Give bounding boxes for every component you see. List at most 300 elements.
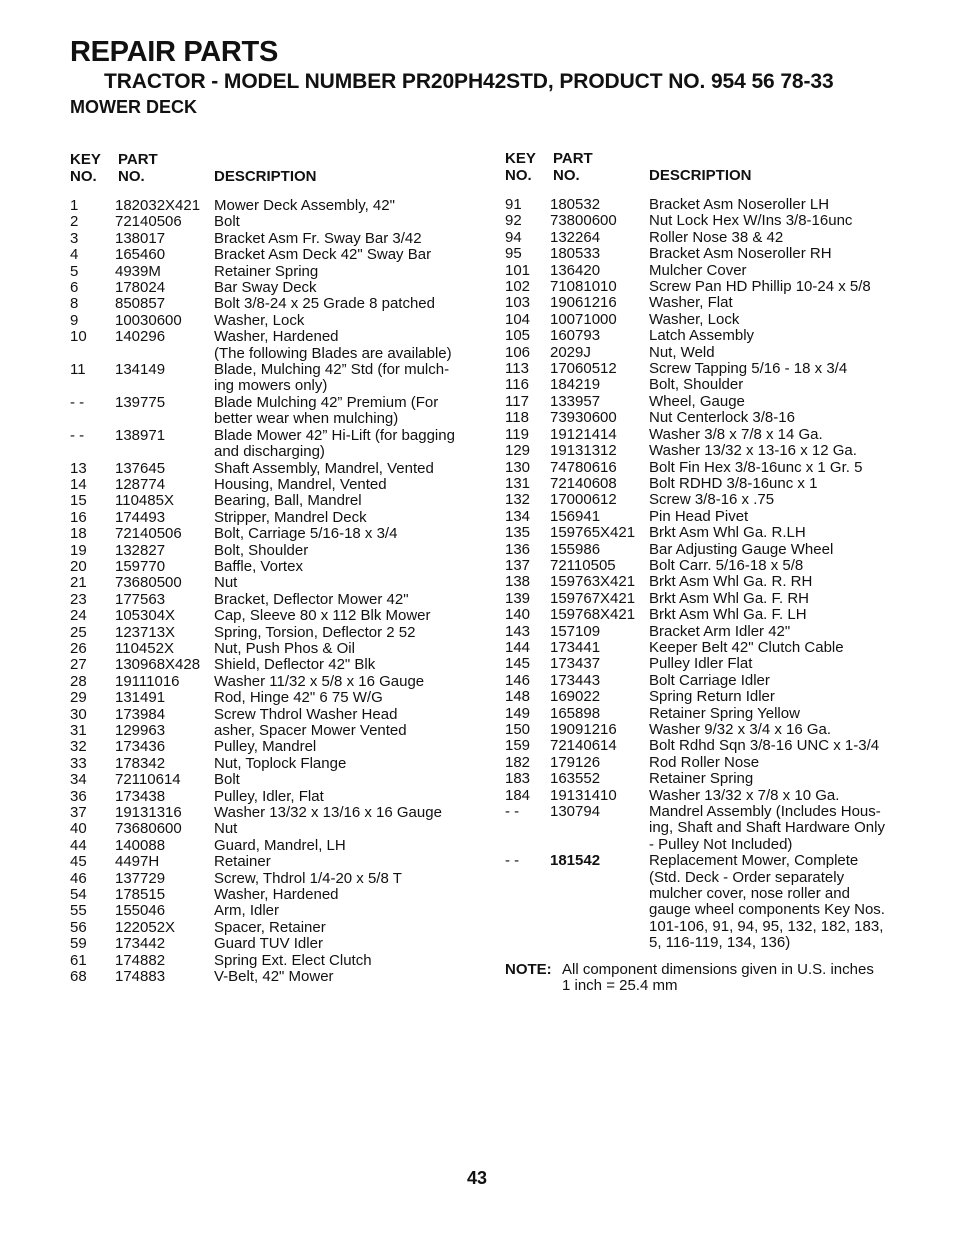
- table-row: [70, 690, 480, 706]
- part-number-cell: 10030600: [115, 311, 182, 329]
- table-row: [70, 198, 480, 214]
- description-cell: Washer 13/32 x 13/16 x 16 Gauge: [214, 804, 442, 822]
- table-row: [505, 771, 925, 787]
- description-cell: Bolt Carr. 5/16-18 x 5/8: [649, 556, 804, 574]
- description-cell: Washer, Lock: [649, 310, 740, 328]
- key-cell: 34: [70, 771, 87, 789]
- part-header-no: NO.: [118, 168, 145, 185]
- description-cell: Retainer Spring Yellow: [649, 704, 800, 722]
- part-number-cell: 159767X421: [550, 589, 636, 607]
- description-cell: Washer 9/32 x 3/4 x 16 Ga.: [649, 721, 832, 738]
- table-row: [505, 722, 925, 738]
- part-number-cell: 123713X: [115, 623, 176, 641]
- key-cell: 29: [70, 689, 87, 707]
- table-row: [505, 542, 925, 558]
- part-number-cell: 139775: [115, 393, 166, 411]
- description-cell: Shaft Assembly, Mandrel, Vented: [214, 459, 434, 477]
- page-number: 43: [466, 1168, 488, 1188]
- part-number-cell: 165898: [550, 704, 601, 722]
- table-row: [70, 296, 480, 312]
- key-cell: 31: [70, 722, 87, 739]
- description-cell: Bolt Fin Hex 3/8-16unc x 1 Gr. 5: [649, 458, 863, 476]
- part-number-cell: 173438: [115, 787, 166, 805]
- description-cell: Arm, Idler: [214, 902, 280, 920]
- part-number-cell: 155046: [115, 902, 166, 920]
- key-cell: 148: [505, 688, 531, 706]
- key-cell: 143: [505, 622, 531, 640]
- part-number-cell: 173436: [115, 738, 166, 756]
- description-cell: Bolt 3/8-24 x 25 Grade 8 patched: [214, 295, 435, 313]
- table-row: [70, 920, 480, 936]
- key-cell: 102: [505, 278, 531, 296]
- description-cell: Pin Head Pivet: [649, 507, 749, 525]
- key-cell: 136: [505, 540, 531, 558]
- description-cell: Washer 3/8 x 7/8 x 14 Ga.: [649, 425, 823, 443]
- key-cell: 134: [505, 507, 531, 525]
- description-cell: Brkt Asm Whl Ga. F. RH: [649, 589, 810, 607]
- part-number-cell: 72140506: [115, 525, 182, 543]
- part-number-cell: 137645: [115, 459, 166, 477]
- table-row: [70, 313, 480, 329]
- part-number-cell: 138971: [115, 426, 166, 444]
- key-cell: - -: [505, 803, 520, 821]
- description-cell: Washer, Lock: [214, 311, 305, 329]
- part-number-cell: 17000612: [550, 491, 617, 509]
- table-row: [70, 575, 480, 591]
- note-label: NOTE:: [505, 961, 552, 978]
- key-cell: 138: [505, 573, 531, 591]
- key-cell: 129: [505, 442, 531, 460]
- table-row: [70, 723, 480, 739]
- description-header: DESCRIPTION: [214, 168, 317, 185]
- key-cell: 19: [70, 541, 87, 559]
- table-row: [505, 394, 925, 410]
- part-header-no: NO.: [553, 167, 580, 184]
- part-number-cell: 134149: [115, 361, 166, 379]
- part-number-cell: 4939M: [115, 262, 161, 280]
- part-number-cell: 160793: [550, 327, 601, 345]
- table-header: [70, 151, 480, 185]
- table-row: [70, 526, 480, 542]
- key-cell: 20: [70, 557, 87, 575]
- table-row: [70, 543, 480, 559]
- key-cell: 54: [70, 886, 87, 904]
- table-row: [70, 608, 480, 624]
- table-row: [505, 607, 925, 623]
- part-number-cell: 137729: [115, 869, 166, 887]
- key-cell: 25: [70, 623, 87, 641]
- key-cell: 149: [505, 704, 531, 722]
- part-number-cell: 177563: [115, 590, 166, 608]
- description-cell: Latch Assembly: [649, 327, 755, 345]
- key-cell: 106: [505, 343, 531, 361]
- description-cell: Brkt Asm Whl Ga. F. LH: [649, 606, 807, 624]
- key-cell: 37: [70, 804, 87, 822]
- table-row: [505, 640, 925, 656]
- description-cell: Nut: [214, 820, 238, 838]
- key-cell: 144: [505, 638, 531, 656]
- table-row: [70, 231, 480, 247]
- key-cell: - -: [70, 393, 85, 411]
- table-row: [70, 592, 480, 608]
- part-header: PART: [553, 150, 593, 167]
- table-row: [505, 361, 925, 377]
- description-cell: Washer, Flat: [649, 294, 733, 312]
- part-number-cell: 4497H: [115, 853, 160, 871]
- description-cell: Blade Mulching 42” Premium (For better wear when mulching): [214, 393, 439, 428]
- page-title: REPAIR PARTS: [70, 36, 279, 68]
- table-row: [505, 263, 925, 279]
- part-number-cell: 173441: [550, 638, 601, 656]
- description-cell: Bar Sway Deck: [214, 279, 317, 297]
- part-number-cell: 165460: [115, 246, 166, 264]
- table-row: [70, 362, 480, 395]
- description-cell: Blade, Mulching 42” Std (for mulch- ing mowers only): [214, 361, 450, 395]
- part-number-cell: 173984: [115, 705, 166, 723]
- part-number-cell: 173442: [115, 935, 166, 953]
- table-row: [70, 214, 480, 230]
- part-number-cell: 133957: [550, 392, 601, 410]
- key-cell: 182: [505, 753, 531, 771]
- part-number-cell: 110485X: [115, 492, 174, 510]
- key-cell: 59: [70, 935, 87, 953]
- key-cell: 16: [70, 508, 87, 526]
- part-number-cell: 73800600: [550, 212, 617, 230]
- part-header: PART: [118, 151, 158, 168]
- note-text: All component dimensions given in U.S. inches: [562, 961, 874, 978]
- key-cell: 105: [505, 327, 531, 345]
- description-cell: Bolt: [214, 213, 240, 231]
- table-row: [70, 493, 480, 509]
- part-number-cell: 72110505: [550, 556, 616, 574]
- description-cell: Bolt Rdhd Sqn 3/8-16 UNC x 1-3/4: [649, 737, 880, 755]
- description-cell: asher, Spacer Mower Vented: [214, 722, 407, 739]
- description-cell: Screw 3/8-16 x .75: [649, 491, 775, 509]
- part-number-cell: 132264: [550, 228, 601, 246]
- description-cell: Nut, Push Phos & Oil: [214, 639, 355, 657]
- part-number-cell: 178024: [115, 279, 166, 297]
- part-number-cell: 169022: [550, 688, 601, 706]
- part-number-cell: 131491: [115, 689, 166, 707]
- part-number-cell: 74780616: [550, 458, 617, 476]
- part-number-cell: 105304X: [115, 607, 176, 625]
- key-cell: 117: [505, 392, 529, 410]
- table-row: [505, 706, 925, 722]
- table-row: [505, 853, 925, 951]
- description-cell: Rod Roller Nose: [649, 753, 760, 771]
- table-row: [505, 246, 925, 262]
- description-cell: Stripper, Mandrel Deck: [214, 508, 367, 526]
- key-cell: 159: [505, 737, 531, 755]
- table-row: [70, 674, 480, 690]
- part-number-cell: 72140608: [550, 474, 617, 492]
- description-cell: Spring Ext. Elect Clutch: [214, 951, 372, 969]
- key-header-no: NO.: [505, 167, 532, 184]
- key-cell: 92: [505, 212, 522, 230]
- part-number-cell: 110452X: [115, 639, 174, 657]
- part-number-cell: 140296: [115, 328, 166, 346]
- table-row: [505, 460, 925, 476]
- key-cell: 130: [505, 458, 531, 476]
- key-cell: 18: [70, 525, 87, 543]
- description-cell: Pulley, Idler, Flat: [214, 787, 324, 805]
- part-number-cell: 156941: [550, 507, 601, 525]
- table-row: [505, 295, 925, 311]
- table-row: [505, 197, 925, 213]
- key-cell: 32: [70, 738, 87, 756]
- key-cell: 11: [70, 361, 86, 379]
- key-cell: 183: [505, 770, 531, 788]
- table-row: [505, 427, 925, 443]
- table-row: [70, 871, 480, 887]
- part-number-cell: 128774: [115, 475, 166, 493]
- key-cell: 6: [70, 279, 79, 297]
- key-cell: 94: [505, 228, 522, 246]
- table-row: [505, 312, 925, 328]
- part-number-cell: 19091216: [550, 721, 617, 738]
- table-row: [505, 410, 925, 426]
- table-row: [70, 887, 480, 903]
- description-cell: Screw Pan HD Phillip 10-24 x 5/8: [649, 278, 871, 296]
- part-number-cell: 72110614: [115, 771, 181, 789]
- description-cell: Screw Tapping 5/16 - 18 x 3/4: [649, 360, 848, 378]
- table-row: [505, 804, 925, 853]
- part-number-cell: 157109: [550, 622, 601, 640]
- table-row: [70, 953, 480, 969]
- key-cell: 1: [70, 197, 79, 214]
- key-cell: 26: [70, 639, 87, 657]
- table-row: [70, 936, 480, 952]
- table-row: [505, 279, 925, 295]
- description-cell: Screw, Thdrol 1/4-20 x 5/8 T: [214, 869, 402, 887]
- key-cell: 21: [70, 574, 87, 592]
- table-row: [70, 821, 480, 837]
- part-number-cell: 173437: [550, 655, 601, 673]
- table-row: [70, 657, 480, 673]
- key-cell: 23: [70, 590, 87, 608]
- description-cell: Washer 13/32 x 13-16 x 12 Ga.: [649, 442, 857, 460]
- part-number-cell: 174882: [115, 951, 166, 969]
- key-cell: 103: [505, 294, 531, 312]
- description-cell: Bracket Asm Deck 42" Sway Bar: [214, 246, 432, 264]
- table-row: [70, 789, 480, 805]
- key-cell: 145: [505, 655, 531, 673]
- description-cell: Guard, Mandrel, LH: [214, 836, 346, 854]
- table-row: [70, 838, 480, 854]
- description-cell: Brkt Asm Whl Ga. R. RH: [649, 573, 813, 591]
- description-cell: Blade Mower 42” Hi-Lift (for bagging and discharging): [214, 426, 455, 461]
- part-number-cell: 122052X: [115, 918, 176, 936]
- part-number-cell: 19131316: [115, 804, 182, 822]
- key-cell: 184: [505, 786, 531, 804]
- key-cell: 135: [505, 524, 531, 542]
- table-row: [505, 673, 925, 689]
- table-row: [70, 772, 480, 788]
- description-cell: Mulcher Cover: [649, 261, 747, 279]
- description-cell: Washer 11/32 x 5/8 x 16 Gauge: [214, 672, 425, 690]
- table-row: [70, 854, 480, 870]
- description-cell: Bolt, Shoulder: [649, 376, 744, 394]
- description-cell: Bracket Arm Idler 42": [649, 622, 791, 640]
- part-number-cell: 136420: [550, 261, 601, 279]
- key-cell: 119: [505, 425, 529, 443]
- key-cell: 14: [70, 475, 87, 493]
- description-cell: Retainer: [214, 853, 271, 871]
- description-cell: Bolt Carriage Idler: [649, 671, 770, 689]
- part-number-cell: 72140506: [115, 213, 182, 231]
- description-cell: Washer, Hardened: [214, 886, 339, 904]
- key-cell: 28: [70, 672, 87, 690]
- key-cell: 3: [70, 229, 79, 247]
- table-row: [505, 443, 925, 459]
- description-cell: Rod, Hinge 42" 6 75 W/G: [214, 689, 383, 707]
- part-number-cell: 178515: [115, 886, 166, 904]
- description-cell: Nut, Weld: [649, 343, 715, 361]
- part-number-cell: 155986: [550, 540, 601, 558]
- part-number-cell: 174493: [115, 508, 166, 526]
- key-cell: 132: [505, 491, 531, 509]
- description-cell: Nut, Toplock Flange: [214, 754, 347, 772]
- key-cell: 36: [70, 787, 87, 805]
- key-cell: 139: [505, 589, 531, 607]
- description-cell: Screw Thdrol Washer Head: [214, 705, 398, 723]
- description-cell: Spring, Torsion, Deflector 2 52: [214, 623, 416, 641]
- table-row: [70, 477, 480, 493]
- table-row: [70, 756, 480, 772]
- part-number-cell: 159770: [115, 557, 166, 575]
- key-header-no: NO.: [70, 168, 97, 185]
- table-row: [505, 689, 925, 705]
- table-row: [505, 492, 925, 508]
- table-row: [505, 525, 925, 541]
- key-cell: 131: [505, 474, 531, 492]
- parts-list-right: [505, 197, 925, 952]
- description-cell: Pulley, Mandrel: [214, 738, 317, 756]
- key-cell: 10: [70, 328, 87, 346]
- part-number-cell: 130968X428: [115, 656, 201, 674]
- description-cell: Retainer Spring: [649, 770, 754, 788]
- key-cell: 104: [505, 310, 531, 328]
- part-number-cell: 10071000: [550, 310, 617, 328]
- section-title: MOWER DECK: [70, 97, 197, 117]
- table-row: [70, 329, 480, 362]
- part-number-cell: 19111016: [115, 672, 180, 690]
- description-cell: Brkt Asm Whl Ga. R.LH: [649, 524, 806, 542]
- description-cell: Bracket Asm Noseroller RH: [649, 245, 832, 263]
- table-row: [505, 788, 925, 804]
- key-cell: 9: [70, 311, 79, 329]
- key-cell: 15: [70, 492, 87, 510]
- description-cell: Washer, Hardened (The following Blades are available): [214, 328, 452, 362]
- key-cell: 61: [70, 951, 87, 969]
- table-row: [505, 558, 925, 574]
- part-number-cell: 182032X421: [115, 197, 201, 214]
- part-number-cell: 2029J: [550, 343, 591, 361]
- key-cell: 113: [505, 360, 529, 378]
- key-cell: 101: [505, 261, 531, 279]
- description-cell: Pulley Idler Flat: [649, 655, 753, 673]
- part-number-cell: 130794: [550, 803, 601, 821]
- key-header: KEY: [70, 151, 101, 168]
- table-row: [505, 230, 925, 246]
- description-cell: Retainer Spring: [214, 262, 319, 280]
- key-cell: 146: [505, 671, 531, 689]
- part-number-cell: 159763X421: [550, 573, 636, 591]
- part-number-cell: 73680500: [115, 574, 182, 592]
- part-number-cell: 850857: [115, 295, 166, 313]
- key-cell: 27: [70, 656, 87, 674]
- table-row: [70, 805, 480, 821]
- description-cell: Bolt, Shoulder: [214, 541, 309, 559]
- description-cell: Cap, Sleeve 80 x 112 Blk Mower: [214, 607, 431, 625]
- table-row: [505, 328, 925, 344]
- key-cell: 46: [70, 869, 87, 887]
- description-header: DESCRIPTION: [649, 167, 752, 184]
- table-row: [505, 377, 925, 393]
- description-cell: Bar Adjusting Gauge Wheel: [649, 540, 834, 558]
- description-cell: Washer 13/32 x 7/8 x 10 Ga.: [649, 786, 840, 804]
- table-row: [505, 738, 925, 754]
- part-number-cell: 178342: [115, 754, 166, 772]
- table-row: [70, 739, 480, 755]
- table-row: [70, 510, 480, 526]
- key-cell: 140: [505, 606, 531, 624]
- part-number-cell: 181542: [550, 852, 601, 870]
- table-row: [70, 641, 480, 657]
- description-cell: Roller Nose 38 & 42: [649, 228, 784, 246]
- key-cell: 95: [505, 245, 522, 263]
- description-cell: Bolt: [214, 771, 240, 789]
- key-header: KEY: [505, 150, 536, 167]
- model-subtitle: TRACTOR - MODEL NUMBER PR20PH42STD, PRODUCT NO. 954 56 78-33: [104, 70, 834, 93]
- table-row: [505, 656, 925, 672]
- part-number-cell: 174883: [115, 968, 166, 986]
- description-cell: Mandrel Assembly (Includes Hous- ing, Shaft and Shaft Hardware Only - Pulley Not Included): [649, 803, 885, 853]
- description-cell: Baffle, Vortex: [214, 557, 303, 575]
- part-number-cell: 163552: [550, 770, 601, 788]
- key-cell: 68: [70, 968, 87, 986]
- table-row: [70, 969, 480, 985]
- description-cell: Nut Centerlock 3/8-16: [649, 409, 795, 427]
- part-number-cell: 140088: [115, 836, 166, 854]
- key-cell: 40: [70, 820, 87, 838]
- key-cell: 8: [70, 295, 79, 313]
- note-conversion: 1 inch = 25.4 mm: [562, 977, 678, 995]
- key-cell: 24: [70, 607, 87, 625]
- description-cell: Mower Deck Assembly, 42": [214, 197, 395, 214]
- description-cell: Bolt RDHD 3/8-16unc x 1: [649, 474, 818, 492]
- table-row: [70, 461, 480, 477]
- key-cell: - -: [70, 426, 85, 444]
- part-number-cell: 73930600: [550, 409, 617, 427]
- part-number-cell: 19121414: [550, 425, 617, 443]
- part-number-cell: 159768X421: [550, 606, 636, 624]
- part-number-cell: 179126: [550, 753, 601, 771]
- key-cell: 137: [505, 556, 531, 574]
- table-row: [505, 213, 925, 229]
- key-cell: 44: [70, 836, 87, 854]
- table-row: [70, 903, 480, 919]
- key-cell: 13: [70, 459, 87, 477]
- part-number-cell: 19131410: [550, 786, 617, 804]
- table-header: [505, 150, 925, 184]
- key-cell: 30: [70, 705, 87, 723]
- part-number-cell: 159765X421: [550, 524, 636, 542]
- table-row: [70, 625, 480, 641]
- description-cell: Wheel, Gauge: [649, 392, 745, 410]
- key-cell: 45: [70, 853, 87, 871]
- table-row: [70, 707, 480, 723]
